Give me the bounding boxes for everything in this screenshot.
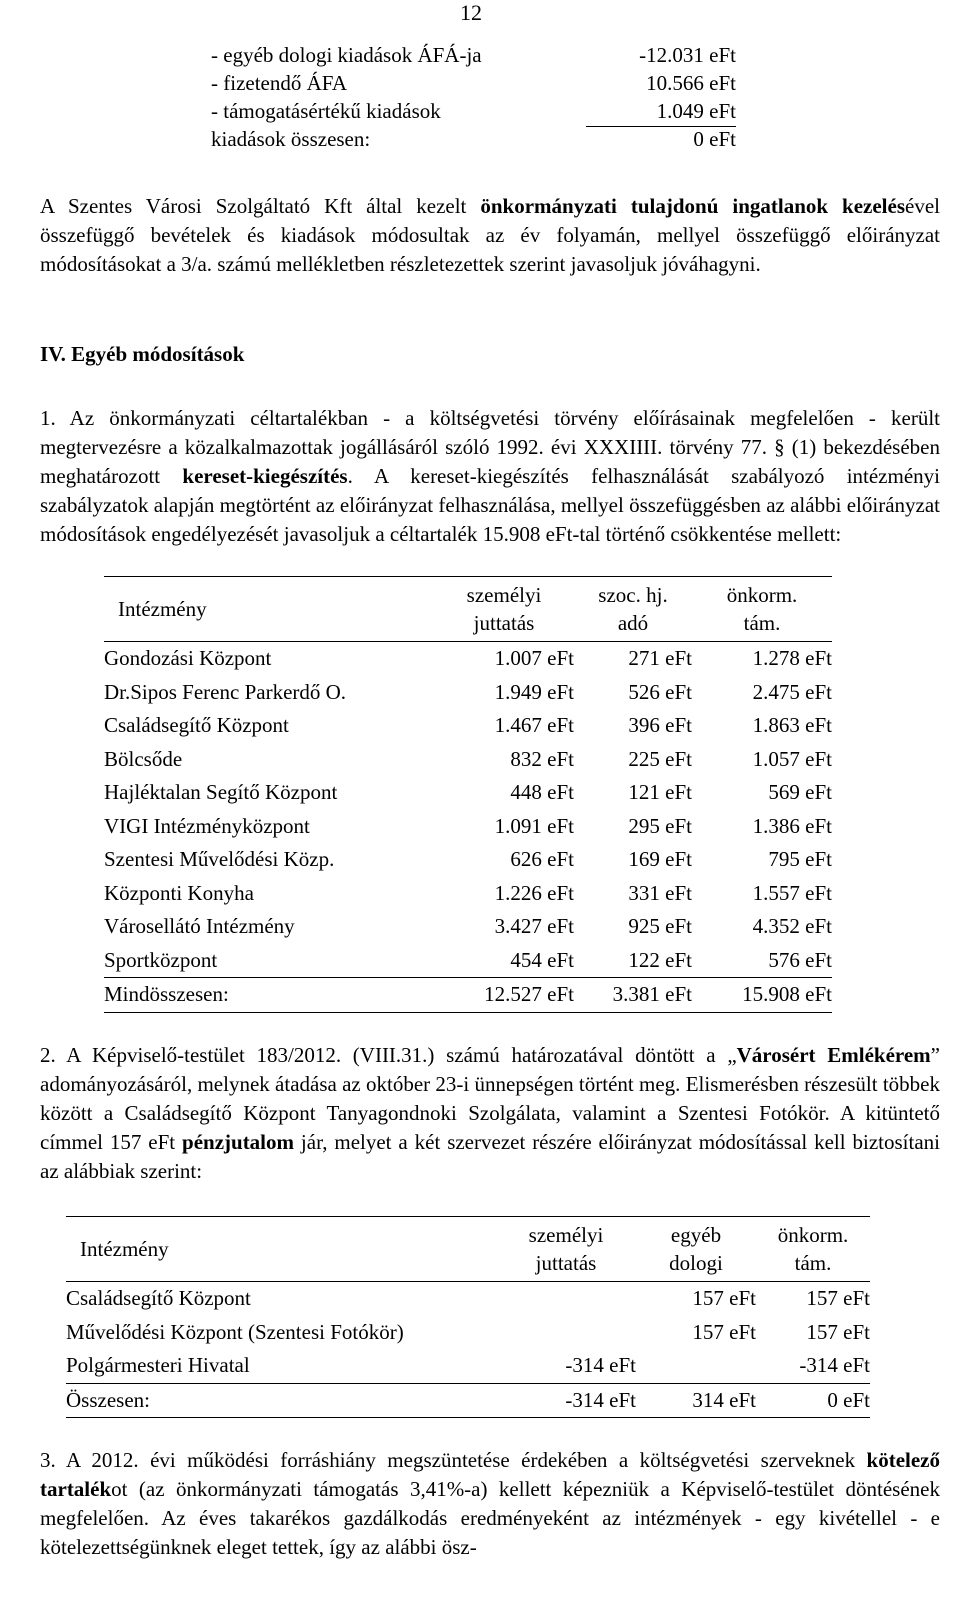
amount-cell: 1.057 eFt — [752, 746, 832, 771]
total-amount: 314 eFt — [692, 1387, 756, 1412]
page-number: 12 — [460, 0, 482, 25]
amount-cell: 1.091 eFt — [494, 813, 574, 838]
table-header: Intézmény személyi szoc. hj. önkorm. — [104, 577, 832, 610]
summary-row: - fizetendő ÁFA 10.566 eFt — [211, 71, 736, 95]
institution-name: Polgármesteri Hivatal — [66, 1353, 250, 1378]
summary-total-row: kiadások összesen: 0 eFt — [211, 127, 736, 151]
amount-cell: 576 eFt — [768, 947, 832, 972]
amount-cell — [496, 1316, 636, 1350]
amount-cell: 121 eFt — [628, 780, 692, 805]
total-label: Összesen: — [66, 1387, 150, 1412]
institution-name: Bölcsőde — [104, 746, 183, 771]
total-amount: 15.908 eFt — [742, 982, 832, 1007]
total-amount: 3.381 eFt — [612, 982, 692, 1007]
institution-name: Családsegítő Központ — [66, 1286, 251, 1311]
table-supplement: Intézmény személyi szoc. hj. önkorm. juttatás adó tám. Gondozási Központ 1.007 eFt 271 eFt 1.278 eFt Dr.Sipos Ferenc Parkerdő O. 1.949 eFt 526 eFt 2.475 eFt Családsegítő Központ 1.467 eFt 396 eFt 1.863 eFt Bölcsőde 832 eFt 225 eFt 1.057 eFt Hajléktalan Segítő Központ 448 eFt 121 eFt 569 eFt VIGI Intézményközpont 1.091 eFt 295 eFt 1.386 eFt Szentesi Művelődési Közp. 626 eFt 169 eFt 795 eFt Központi Konyha 1.226 eFt 331 eFt 1.557 eFt Városellátó Intézmény 3.427 eFt 925 eFt 4.352 eFt Sportközpont 454 eFt 122 eFt 576 eFt Mindösszesen: 12.527 eFt 3.381 eFt 15.908 eFt — [104, 576, 832, 1013]
amount-cell: 1.226 eFt — [494, 880, 574, 905]
table-row — [104, 810, 832, 844]
amount-cell: 1.863 eFt — [752, 713, 832, 738]
amount-cell: 448 eFt — [510, 780, 574, 805]
institution-name: Sportközpont — [104, 947, 218, 972]
institution-name: Szentesi Művelődési Közp. — [104, 847, 335, 872]
amount-cell: -314 eFt — [799, 1353, 870, 1378]
amount-cell: 4.352 eFt — [752, 914, 832, 939]
amount-cell — [496, 1282, 636, 1316]
total-label: Mindösszesen: — [104, 982, 229, 1007]
table-row — [104, 877, 832, 911]
table-total-row — [66, 1383, 870, 1418]
amount-cell: 295 eFt — [628, 813, 692, 838]
institution-name: Gondozási Központ — [104, 646, 272, 671]
amount-cell: 157 eFt — [692, 1319, 756, 1344]
sum-rule — [586, 126, 736, 127]
institution-name: Családsegítő Központ — [104, 713, 289, 738]
section-heading: IV. Egyéb módosítások — [40, 342, 245, 366]
table-row — [66, 1316, 870, 1350]
amount-cell — [636, 1349, 756, 1383]
amount-cell: 925 eFt — [628, 914, 692, 939]
table-row — [104, 642, 832, 676]
table-row — [104, 709, 832, 743]
institution-name: Központi Konyha — [104, 880, 254, 905]
table-row — [66, 1349, 870, 1383]
amount-cell: 569 eFt — [768, 780, 832, 805]
amount-cell: 1.557 eFt — [752, 880, 832, 905]
amount-cell: 526 eFt — [628, 679, 692, 704]
amount-cell: 454 eFt — [510, 947, 574, 972]
summary-row: - egyéb dologi kiadások ÁFÁ-ja -12.031 eFt — [211, 43, 736, 67]
institution-name: Városellátó Intézmény — [104, 914, 295, 939]
amount-cell: 1.386 eFt — [752, 813, 832, 838]
item-2: 2. A Képviselő-testület 183/2012. (VIII.31.) számú határozatával döntött a „Városért Emlékérem” adományozásáról, melynek átadása az október 23-i ünnepségen történt meg. Elismerésben részesült többek között a Családsegítő Központ Tanyagondnoki Szolgálata, valamint a Szentesi Fotókör. A kitüntető címmel 157 eFt pénzjutalom jár, melyet a két szervezet részére előirányzat módosítással kell biztosítani az alábbiak szerint: — [40, 1043, 940, 1183]
amount-cell: 2.475 eFt — [752, 679, 832, 704]
amount-cell: 795 eFt — [768, 847, 832, 872]
table-row — [66, 1282, 870, 1316]
table-row — [104, 944, 832, 978]
property-paragraph: A Szentes Városi Szolgáltató Kft által kezelt önkormányzati tulajdonú ingatlanok kezelésével összefüggő bevételek és kiadások módosultak az év folyamán, mellyel összefüggő előirányzat módosításokat a 3/a. számú mellékletben részletezettek szerint javasoljuk jóváhagyni. — [40, 194, 940, 276]
amount-cell: 1.278 eFt — [752, 646, 832, 671]
total-amount: 0 eFt — [827, 1387, 870, 1412]
amount-cell: 271 eFt — [628, 646, 692, 671]
table-row — [104, 843, 832, 877]
amount-cell: 1.007 eFt — [494, 646, 574, 671]
amount-cell: 157 eFt — [806, 1286, 870, 1311]
item-1: 1. Az önkormányzati céltartalékban - a költségvetési törvény előírásainak megfelelően - került megtervezésre a közalkalmazottak jogállásáról szóló 1992. évi XXXIIII. törvény 77. § (1) bekezdésében meghatározott kereset-kiegészítés. A kereset-kiegészítés felhasználását szabályozó intézményi szabályzatok alapján megtörtént az előirányzat felhasználása, mellyel összefüggésben az alábbi előirányzat módosítások engedélyezését javasoljuk a céltartalék 15.908 eFt-tal történő csökkentése mellett: — [40, 406, 940, 546]
amount-cell: -314 eFt — [565, 1353, 636, 1378]
table-row — [104, 743, 832, 777]
summary-row: - támogatásértékű kiadások 1.049 eFt — [211, 99, 736, 123]
amount-cell: 832 eFt — [510, 746, 574, 771]
table-row — [104, 776, 832, 810]
institution-name: VIGI Intézményközpont — [104, 813, 310, 838]
amount-cell: 626 eFt — [510, 847, 574, 872]
amount-cell: 3.427 eFt — [494, 914, 574, 939]
institution-name: Hajléktalan Segítő Központ — [104, 780, 338, 805]
amount-cell: 1.949 eFt — [494, 679, 574, 704]
amount-cell: 169 eFt — [628, 847, 692, 872]
table-award: Intézmény személyi egyéb önkorm. juttatás dologi tám. Családsegítő Központ 157 eFt 157 eFt Művelődési Központ (Szentesi Fotókör) 157 eFt 157 eFt Polgármesteri Hivatal -314 eFt -314 eFt Összesen: -314 eFt 314 eFt 0 eFt — [66, 1216, 870, 1418]
institution-name: Művelődési Központ (Szentesi Fotókör) — [66, 1319, 404, 1344]
amount-cell: 157 eFt — [806, 1319, 870, 1344]
amount-cell: 1.467 eFt — [494, 713, 574, 738]
table-row — [104, 676, 832, 710]
total-amount: 12.527 eFt — [484, 982, 574, 1007]
institution-name: Dr.Sipos Ferenc Parkerdő O. — [104, 679, 347, 704]
amount-cell: 396 eFt — [628, 713, 692, 738]
expense-summary — [211, 41, 736, 153]
amount-cell: 157 eFt — [692, 1286, 756, 1311]
amount-cell: 331 eFt — [628, 880, 692, 905]
table-row — [104, 910, 832, 944]
table-header: Intézmény személyi egyéb önkorm. — [66, 1217, 870, 1250]
amount-cell: 122 eFt — [628, 947, 692, 972]
item-3: 3. A 2012. évi működési forráshiány megszüntetése érdekében a költségvetési szerveknek kötelező tartalékot (az önkormányzati támogatás 3,41%-a) kellett képezniük a Képviselő-testület döntésének megfelelően. Az éves takarékos gazdálkodás eredményeként az intézmények - egy kivétellel - e kötelezettségünknek eleget tettek, így az alábbi ösz- — [40, 1448, 940, 1559]
amount-cell: 225 eFt — [628, 746, 692, 771]
table-total-row — [104, 978, 832, 1013]
total-amount: -314 eFt — [565, 1387, 636, 1412]
